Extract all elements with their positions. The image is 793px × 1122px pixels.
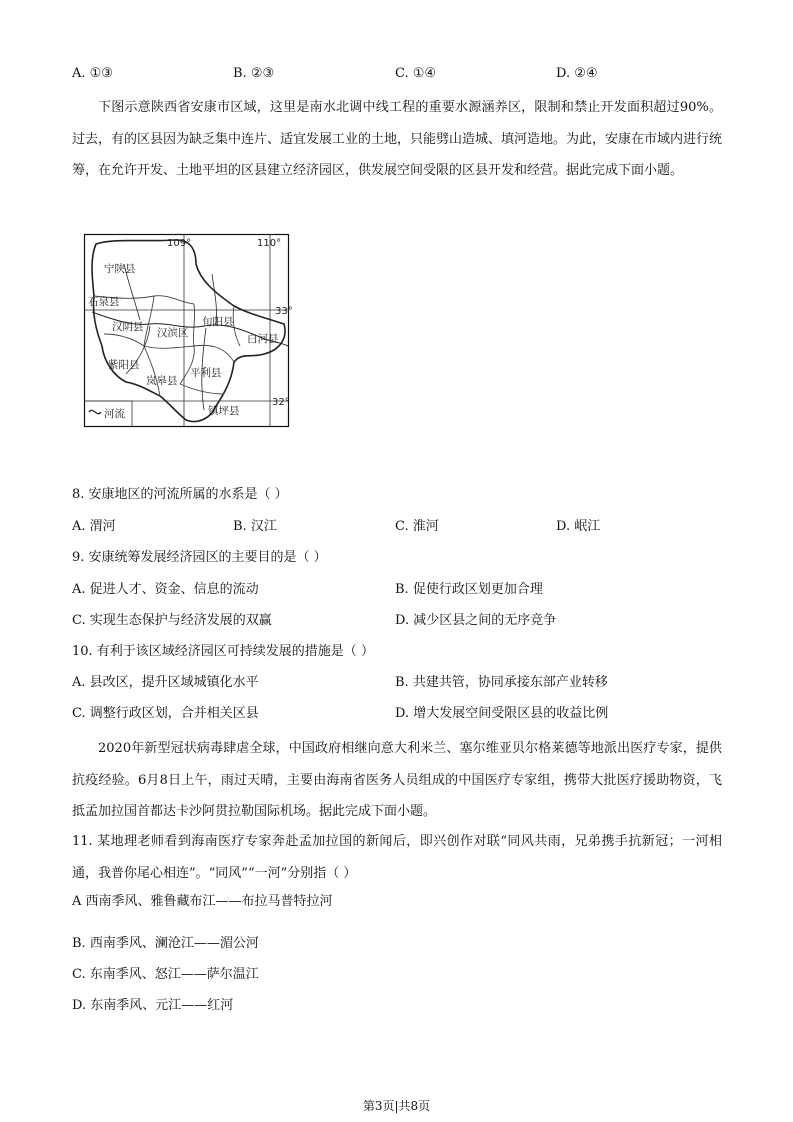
q10-option-d: D. 增大发展空间受限区县的收益比例 xyxy=(395,706,609,721)
county-label-shiquan: 石泉县 xyxy=(88,296,120,308)
q7-option-c: C. ①④ xyxy=(395,66,437,81)
q8-stem: 8. 安康地区的河流所属的水系是（ ） xyxy=(72,487,288,502)
q11-stem: 11. 某地理老师看到海南医疗专家奔赴孟加拉国的新闻后，即兴创作对联“同风共雨，兄弟携手抗新冠；一河相通，我普你尾心相连”。“同风”“一河”分别指（ ） xyxy=(72,834,722,881)
lon-label-109: 109° xyxy=(167,238,192,249)
q10-option-b: B. 共建共管，协同承接东部产业转移 xyxy=(395,675,608,690)
q8-option-b: B. 汉江 xyxy=(233,519,277,534)
q9-stem: 9. 安康统筹发展经济园区的主要目的是（ ） xyxy=(72,550,327,565)
q9-option-c: C. 实现生态保护与经济发展的双赢 xyxy=(72,613,272,628)
passage-ankang: 下图示意陕西省安康市区域，这里是南水北调中线工程的重要水源涵养区，限制和禁止开发面积超过90%。过去，有的区县因为缺乏集中连片、适宜发展工业的土地，只能劈山造城、填河造地。为此，安康在市域内进行统筹，在允许开发、土地平坦的区县建立经济园区，供发展空间受限的区县开发和经营。据此完成下面小题。 xyxy=(72,100,723,178)
county-label-ningshaan: 宁陕县 xyxy=(104,263,136,275)
q10-option-c: C. 调整行政区划，合并相关区县 xyxy=(72,706,259,721)
county-label-langao: 岚皋县 xyxy=(146,375,178,387)
county-label-hanbin: 汉滨区 xyxy=(157,327,189,339)
q10-option-a: A. 县改区，提升区域城镇化水平 xyxy=(72,675,259,690)
ankang-map xyxy=(84,234,293,427)
lat-label-32: 32° xyxy=(272,397,290,408)
county-label-xunyang: 旬阳县 xyxy=(202,316,234,328)
county-label-zhenping: 镇坪县 xyxy=(208,405,240,417)
q7-option-b: B. ②③ xyxy=(233,66,275,81)
q9-option-d: D. 减少区县之间的无序竞争 xyxy=(395,613,557,628)
passage-covid: 2020年新型冠状病毒肆虐全球，中国政府相继向意大利米兰、塞尔维亚贝尔格莱德等地派出医疗专家，提供抗疫经验。6月8日上午，雨过天晴，主要由海南省医务人员组成的中国医疗专家组，携带大批医疗援助物资，飞抵孟加拉国首都达卡沙阿贯拉勒国际机场。据此完成下面小题。 xyxy=(72,741,722,819)
county-label-hanyin: 汉阴县 xyxy=(112,321,144,333)
q7-option-a: A. ①③ xyxy=(72,66,113,81)
q8-option-a: A. 渭河 xyxy=(72,519,116,534)
lon-label-110: 110° xyxy=(257,238,282,249)
q10-stem: 10. 有利于该区域经济园区可持续发展的措施是（ ） xyxy=(72,644,374,659)
county-label-baihe: 白河县 xyxy=(247,333,279,345)
q11-option-a: A 西南季风、雅鲁藏布江——布拉马普特拉河 xyxy=(72,894,333,909)
county-label-pingli: 平利县 xyxy=(190,367,222,379)
legend-label: 河流 xyxy=(104,408,125,420)
q11-option-d: D. 东南季风、元江——红河 xyxy=(72,998,234,1013)
q9-option-a: A. 促进人才、资金、信息的流动 xyxy=(72,582,259,597)
q8-option-d: D. 岷江 xyxy=(556,519,601,534)
q11-option-c: C. 东南季风、怒江——萨尔温江 xyxy=(72,967,259,982)
q7-option-d: D. ②④ xyxy=(556,66,598,81)
q11-option-b: B. 西南季风、澜沧江——湄公河 xyxy=(72,936,259,951)
q8-option-c: C. 淮河 xyxy=(395,519,439,534)
lat-label-33: 33° xyxy=(275,306,293,317)
q9-option-b: B. 促使行政区划更加合理 xyxy=(395,582,543,597)
page-footer: 第3页|共8页 xyxy=(362,1099,431,1113)
county-label-ziyang: 紫阳县 xyxy=(108,359,140,371)
